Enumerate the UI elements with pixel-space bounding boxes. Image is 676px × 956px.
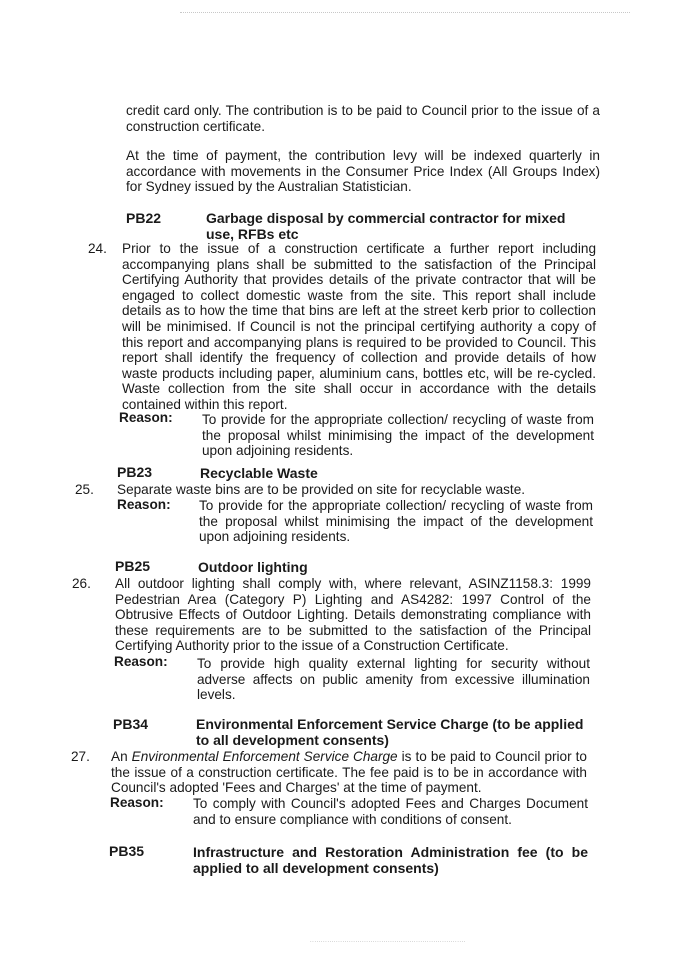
scan-artifact-line	[180, 12, 630, 13]
reason-label: Reason:	[110, 795, 164, 810]
condition-title: Environmental Enforcement Service Charge (to be applied to all development consents)	[196, 716, 584, 748]
condition-number: 26.	[72, 576, 91, 591]
condition-title: Garbage disposal by commercial contractor for mixed use, RFBs etc	[206, 210, 566, 242]
reason-label: Reason:	[114, 654, 168, 669]
reason-text: To provide high quality external lighting for security without adverse affects on public amenity from excessive illumination levels.	[197, 656, 590, 703]
condition-number: 25.	[75, 482, 94, 497]
condition-text: Prior to the issue of a construction certificate a further report including accompanying plans shall be submitted to the satisfaction of the Principal Certifying Authority that provides details of the private contractor that will be engaged to collect domestic waste from the site. This report shall include details as to how the time that bins are left at the street kerb prior to collection will be minimised. If Council is not the principal certifying authority a copy of this report and accompanying plans is required to be provided to Council. This report shall identify the frequency of collection and provide details of how waste products including paper, aluminium cans, bottles etc, will be re-cycled. Waste collection from the site shall occur in accordance with the details contained within this report.	[122, 241, 596, 412]
condition-code: PB25	[115, 558, 151, 574]
condition-title: Infrastructure and Restoration Administration fee (to be applied to all development consents)	[193, 844, 588, 876]
condition-title: Outdoor lighting	[198, 559, 308, 575]
condition-text-emphasis: Environmental Enforcement Service Charge	[131, 749, 398, 764]
reason-label: Reason:	[117, 497, 171, 512]
condition-text	[111, 749, 587, 796]
condition-text-suffix: is to be paid to Council prior to the issue of a construction certificate. The fee paid is to be in accordance with Council's adopted 'Fees and Charges' at the time of payment.	[111, 749, 587, 796]
reason-label: Reason:	[119, 410, 173, 425]
condition-code: PB35	[109, 843, 145, 859]
condition-code: PB34	[113, 716, 149, 732]
condition-title: Recyclable Waste	[200, 465, 318, 481]
reason-text: To comply with Council's adopted Fees and Charges Document and to ensure compliance with conditions of consent.	[193, 796, 588, 827]
footer-file-path: ········································································	[310, 939, 466, 945]
condition-number: 24.	[88, 241, 107, 256]
condition-text: Separate waste bins are to be provided on site for recyclable waste.	[117, 482, 526, 497]
condition-text-prefix: An	[111, 749, 128, 764]
reason-text: To provide for the appropriate collection/ recycling of waste from the proposal whilst minimising the impact of the development upon adjoining residents.	[199, 498, 593, 545]
condition-text: All outdoor lighting shall comply with, where relevant, ASINZ1158.3: 1999 Pedestrian Area (Category P) Lighting and AS4282: 1997 Control of the Obtrusive Effects of Outdoor Lighting. Details demonstrating compliance with these requirements are to be submitted to the satisfaction of the Principal Certifying Authority prior to the issue of a Construction Certificate.	[115, 576, 591, 654]
condition-code: PB22	[126, 210, 162, 226]
condition-code: PB23	[117, 464, 153, 480]
intro-paragraph-2: At the time of payment, the contribution levy will be indexed quarterly in accordance with movements in the Consumer Price Index (All Groups Index) for Sydney issued by the Australian Statistician.	[126, 148, 600, 195]
condition-number: 27.	[71, 749, 90, 764]
reason-text: To provide for the appropriate collection/ recycling of waste from the proposal whilst minimising the impact of the development upon adjoining residents.	[202, 412, 594, 459]
intro-paragraph-1: credit card only. The contribution is to be paid to Council prior to the issue of a construction certificate.	[126, 103, 600, 134]
